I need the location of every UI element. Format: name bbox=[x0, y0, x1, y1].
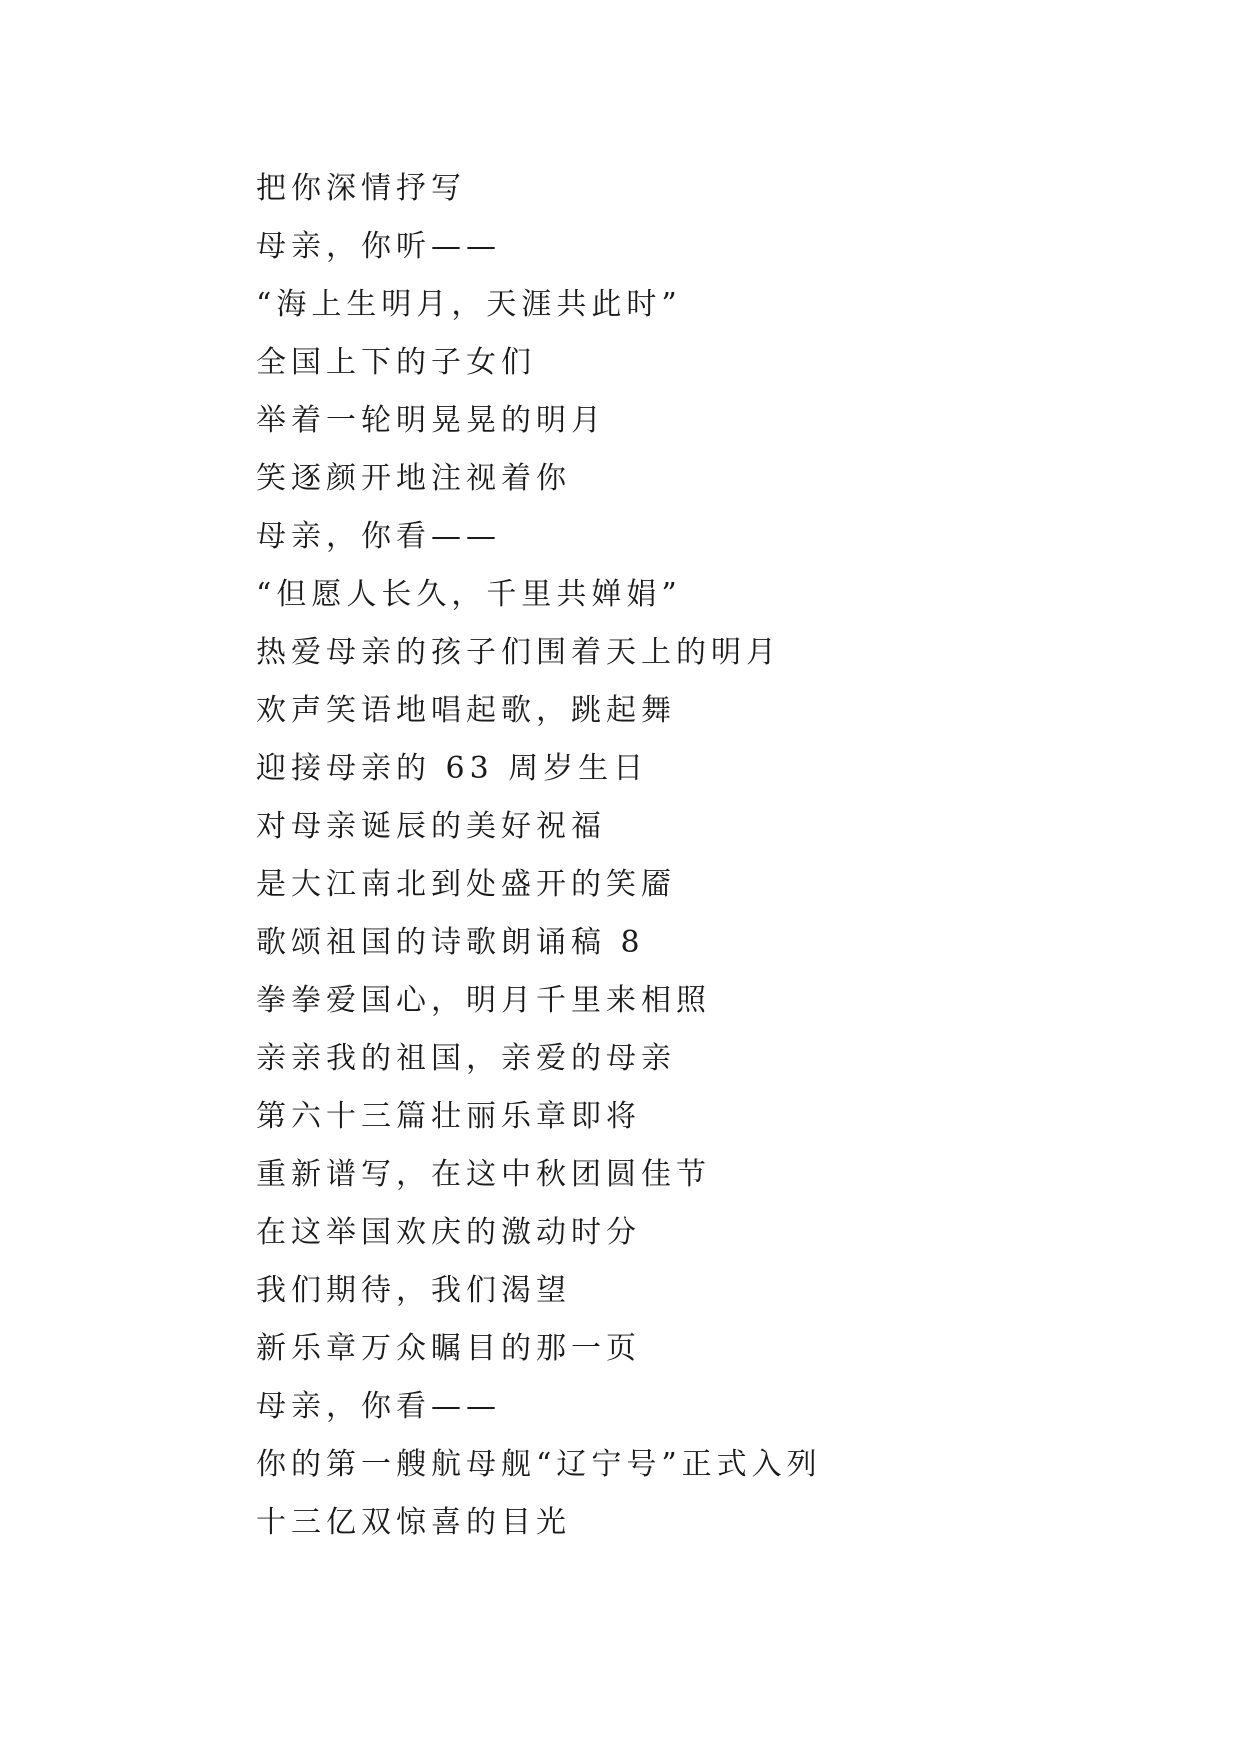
poem-line: 热爱母亲的孩子们围着天上的明月 bbox=[256, 635, 781, 670]
poem-line: 把你深情抒写 bbox=[256, 171, 466, 206]
poem-line: 十三亿双惊喜的目光 bbox=[256, 1505, 571, 1540]
poem-line: 亲亲我的祖国，亲爱的母亲 bbox=[256, 1041, 676, 1076]
poem-line: “但愿人长久，千里共婵娟” bbox=[256, 577, 682, 612]
poem-line: 新乐章万众瞩目的那一页 bbox=[256, 1331, 641, 1366]
poem-line: 歌颂祖国的诗歌朗诵稿 8 bbox=[256, 925, 645, 960]
poem-line: “海上生明月，天涯共此时” bbox=[256, 287, 682, 322]
poem-line: 重新谱写，在这中秋团圆佳节 bbox=[256, 1157, 711, 1192]
poem-line: 是大江南北到处盛开的笑靥 bbox=[256, 867, 676, 902]
poem-line: 拳拳爱国心，明月千里来相照 bbox=[256, 983, 711, 1018]
poem-line: 欢声笑语地唱起歌，跳起舞 bbox=[256, 693, 676, 728]
poem-line: 母亲，你听—— bbox=[256, 229, 501, 264]
poem-line: 母亲，你看—— bbox=[256, 519, 501, 554]
poem-line: 对母亲诞辰的美好祝福 bbox=[256, 809, 606, 844]
poem-line: 笑逐颜开地注视着你 bbox=[256, 461, 571, 496]
poem-line: 母亲，你看—— bbox=[256, 1389, 501, 1424]
poem-line: 在这举国欢庆的激动时分 bbox=[256, 1215, 641, 1250]
poem-line: 迎接母亲的 63 周岁生日 bbox=[256, 751, 649, 786]
poem-line: 第六十三篇壮丽乐章即将 bbox=[256, 1099, 641, 1134]
poem-text bbox=[256, 160, 822, 1552]
poem-line: 你的第一艘航母舰“辽宁号”正式入列 bbox=[256, 1447, 822, 1482]
poem-line: 全国上下的子女们 bbox=[256, 345, 536, 380]
poem-line: 举着一轮明晃晃的明月 bbox=[256, 403, 606, 438]
poem-line: 我们期待，我们渴望 bbox=[256, 1273, 571, 1308]
